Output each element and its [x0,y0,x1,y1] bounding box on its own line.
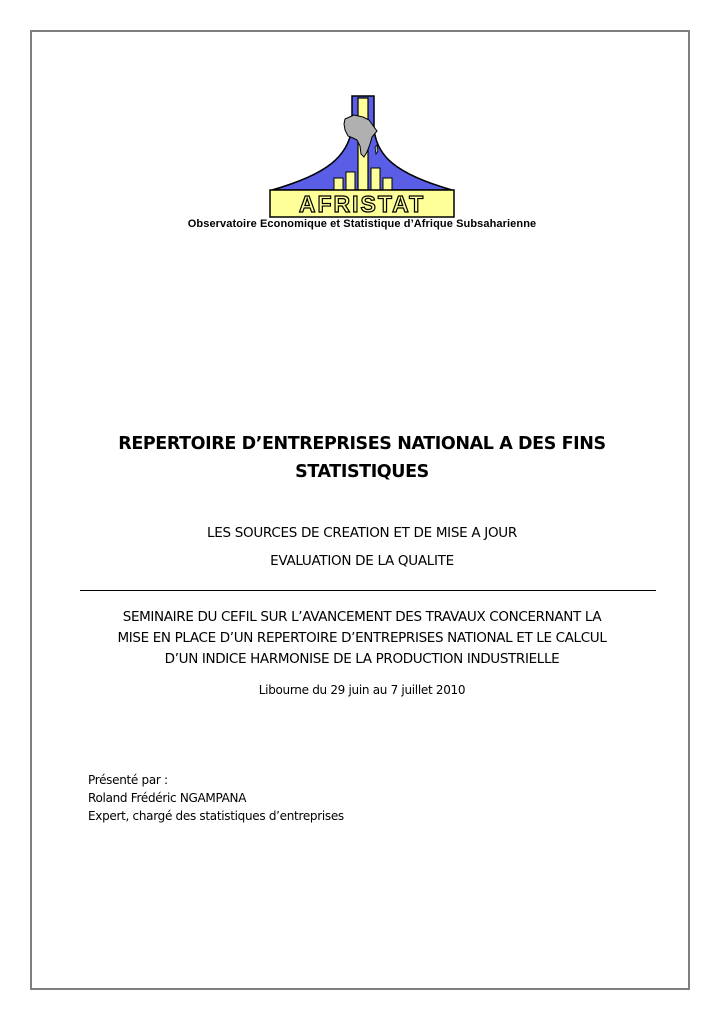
seminar-line-3: D’UN INDICE HARMONISE DE LA PRODUCTION INDUSTRIELLE [164,651,560,667]
seminar-line-1: SEMINAIRE DU CEFIL SUR L’AVANCEMENT DES TRAVAUX CONCERNANT LA [122,609,602,625]
afristat-logo [266,94,458,220]
seminar-line-2: MISE EN PLACE D’UN REPERTOIRE D’ENTREPRISES NATIONAL ET LE CALCUL [117,630,607,646]
presenter-block [88,771,488,825]
logo-text: AFRISTAT [298,191,426,217]
title-line-2: STATISTIQUES [295,462,429,482]
event-dates: Libourne du 29 juin au 7 juillet 2010 [258,683,466,697]
presenter-label: Présenté par : [88,773,168,787]
presenter-name: Roland Frédéric NGAMPANA [88,791,247,805]
title-line-1: REPERTOIRE D’ENTREPRISES NATIONAL A DES FINS [118,434,606,454]
document-title [90,430,634,486]
presenter-role: Expert, chargé des statistiques d’entreprises [88,809,344,823]
seminar-description [70,607,654,670]
subtitle-line-2: EVALUATION DE LA QUALITE [270,553,454,569]
subtitle-line-1: LES SOURCES DE CREATION ET DE MISE A JOUR [207,525,517,541]
organization-name: Observatoire Economique et Statistique d’Afrique Subsaharienne [187,218,537,230]
horizontal-divider [80,590,656,591]
